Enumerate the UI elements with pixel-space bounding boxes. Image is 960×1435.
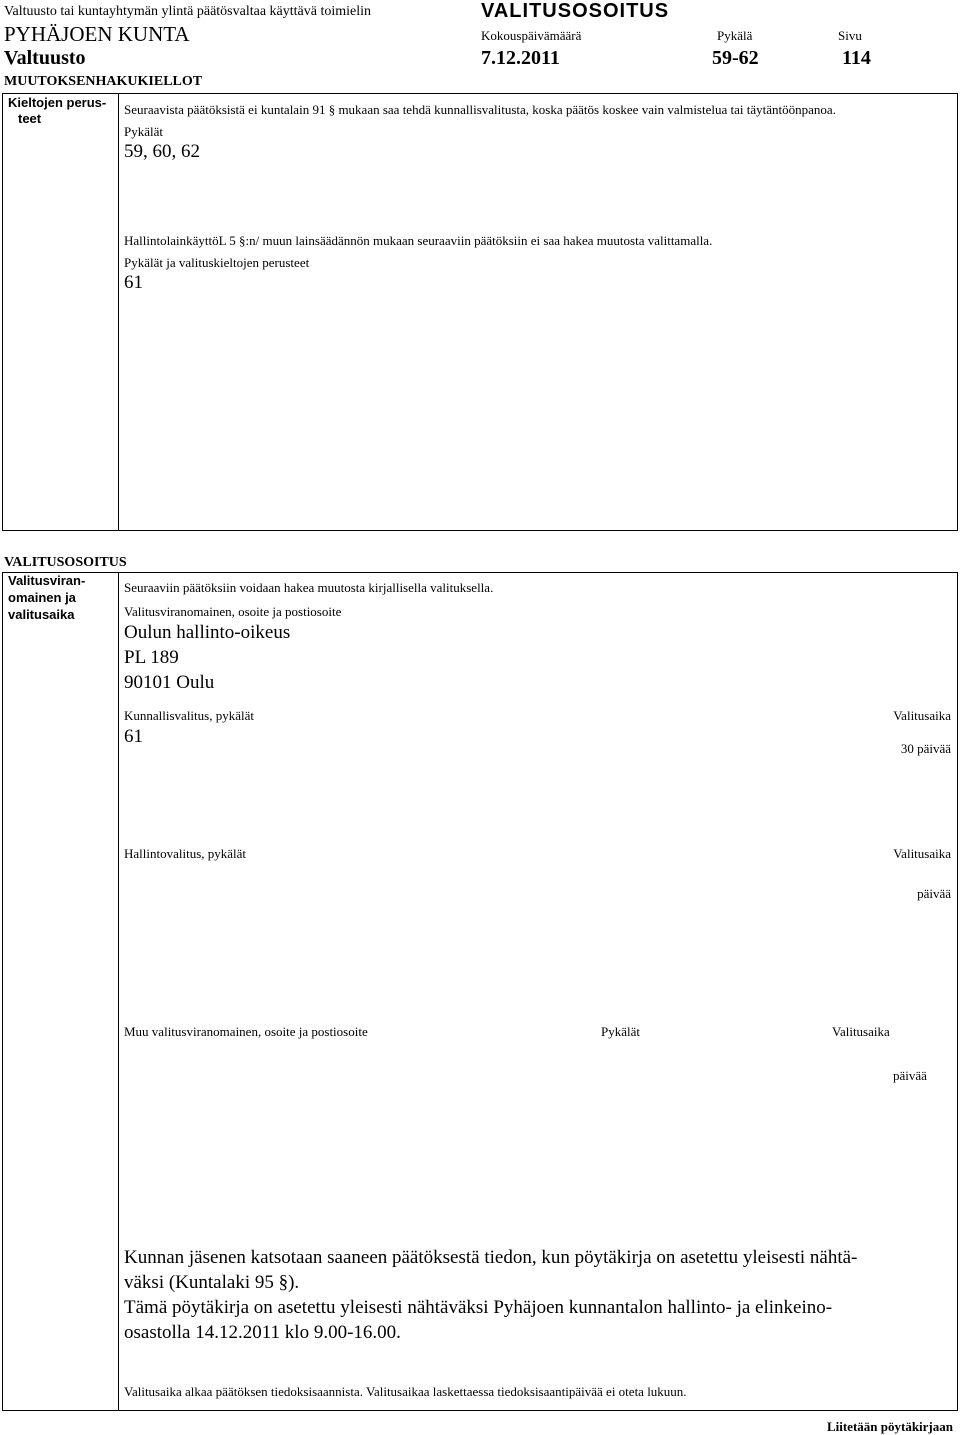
restrictions-para1-label: Pykälät: [124, 124, 163, 139]
appeal-divider: [118, 572, 119, 1411]
municipality-name: PYHÄJOEN KUNTA: [4, 22, 190, 46]
publication-notice: [124, 1245, 857, 1345]
restrictions-para1: Seuraavista päätöksistä ei kuntalain 91 § mukaan saa tehdä kunnallisvalitusta, koska päätös koskee vain valmistelua tai täytäntöönpanoa.: [124, 102, 836, 117]
attached-to-minutes: Liitetään pöytäkirjaan: [826, 1419, 953, 1434]
admin-appeal-time-label: Valitusaika: [893, 846, 951, 861]
meeting-date: 7.12.2011: [481, 47, 560, 69]
restrictions-para2: HallintolainkäyttöL 5 §:n/ muun lainsäädännön mukaan seuraaviin päätöksiin ei saa hakea muutosta valittamalla.: [124, 233, 713, 248]
municipal-appeal-time-label: Valitusaika: [893, 708, 951, 723]
body-name: Valtuusto: [4, 47, 86, 69]
notice-line-2: väksi (Kuntalaki 95 §).: [124, 1272, 300, 1293]
other-time-label: Valitusaika: [832, 1024, 890, 1039]
section-numbers: 59-62: [712, 47, 759, 69]
restrictions-para2-value: 61: [124, 272, 143, 293]
restrictions-side-label-line1: Kieltojen perus-: [8, 95, 107, 110]
admin-appeal-time-value: päivää: [917, 886, 951, 901]
notice-line-3: Tämä pöytäkirja on asetettu yleisesti nähtäväksi Pyhäjoen kunnantalon hallinto- ja elinkeino-: [124, 1297, 833, 1318]
restrictions-para1-value: 59, 60, 62: [124, 141, 200, 162]
meeting-date-label: Kokouspäivämäärä: [481, 28, 582, 43]
other-authority-label: Muu valitusviranomainen, osoite ja postiosoite: [124, 1024, 368, 1039]
notice-line-4: osastolla 14.12.2011 klo 9.00-16.00.: [124, 1322, 401, 1343]
restrictions-side-label-line2: teet: [18, 111, 42, 126]
restrictions-para2-label: Pykälät ja valituskieltojen perusteet: [124, 255, 310, 270]
authority-city: 90101 Oulu: [124, 672, 215, 693]
appeal-title: VALITUSOSOITUS: [4, 555, 127, 570]
section-label: Pykälä: [717, 28, 753, 43]
restrictions-title: MUUTOKSENHAKUKIELLOT: [4, 74, 203, 89]
page-label: Sivu: [838, 28, 862, 43]
municipal-appeal-label: Kunnallisvalitus, pykälät: [124, 708, 254, 723]
appeal-side-label: [8, 572, 85, 623]
other-sections-label: Pykälät: [601, 1024, 640, 1039]
authority-label: Valitusviranomainen, osoite ja postiosoite: [124, 604, 342, 619]
restrictions-divider: [118, 93, 119, 531]
appeal-side-label-line1: Valitusviran-: [8, 573, 86, 588]
appeal-side-label-line3: valitusaika: [8, 607, 75, 622]
restrictions-side-label: [8, 95, 106, 127]
appeal-footer-note: Valitusaika alkaa päätöksen tiedoksisaannista. Valitusaikaa laskettaessa tiedoksisaantipäivää ei oteta lukuun.: [124, 1384, 687, 1399]
admin-appeal-label: Hallintovalitus, pykälät: [124, 846, 247, 861]
municipal-appeal-time-value: 30 päivää: [900, 741, 951, 756]
appeal-side-label-line2: omainen ja: [8, 590, 76, 605]
other-time-value: päivää: [893, 1068, 927, 1083]
notice-line-1: Kunnan jäsenen katsotaan saaneen päätöksestä tiedon, kun pöytäkirja on asetettu yleisesti nähtä-: [124, 1247, 858, 1268]
org-caption: Valtuusto tai kuntayhtymän ylintä päätösvaltaa käyttävä toimielin: [4, 4, 372, 19]
authority-name: Oulun hallinto-oikeus: [124, 622, 291, 643]
authority-po-box: PL 189: [124, 647, 179, 668]
page-number: 114: [842, 47, 871, 69]
appeal-intro: Seuraaviin päätöksiin voidaan hakea muutosta kirjallisella valituksella.: [124, 580, 494, 595]
municipal-appeal-value: 61: [124, 726, 143, 747]
document-title: VALITUSOSOITUS: [481, 0, 670, 22]
